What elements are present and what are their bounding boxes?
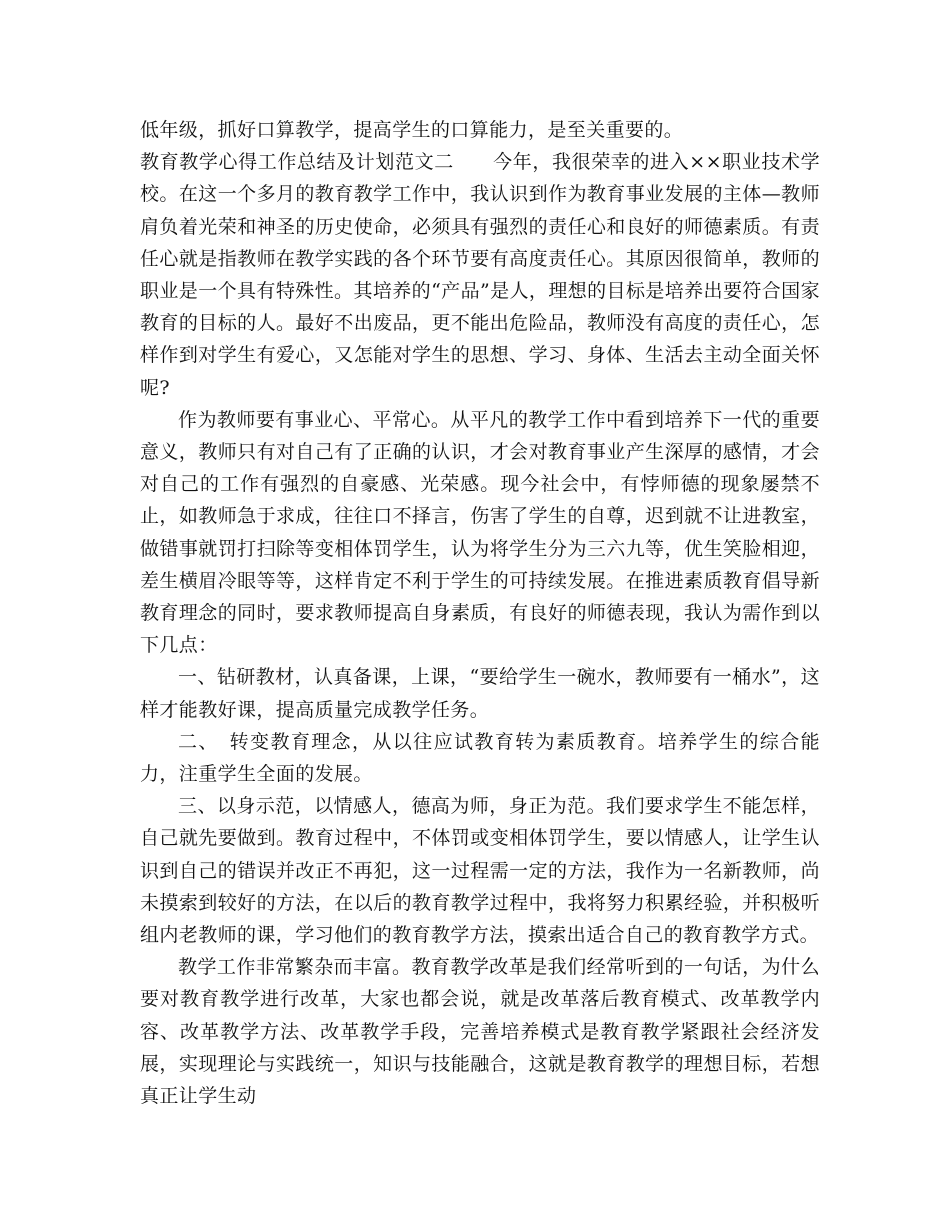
paragraph-3: 作为教师要有事业心、平常心。从平凡的教学工作中看到培养下一代的重要意义，教师只有对自己有了正确的认识，才会对教育事业产生深厚的感情，才会对自己的工作有强烈的自豪感、光荣感。现今社会中，有悖师德的现象屡禁不止，如教师急于求成，往往口不择言，伤害了学生的自尊，迟到就不让进教室，做错事就罚打扫除等变相体罚学生，认为将学生分为三六九等，优生笑脸相迎，差生横眉冷眼等等，这样肯定不利于学生的可持续发展。在推进素质教育倡导新教育理念的同时，要求教师提高自身素质，有良好的师德表现，我认为需作到以下几点：: [140, 408, 820, 657]
paragraph-7: 教学工作非常繁杂而丰富。教育教学改革是我们经常听到的一句话，为什么要对教育教学进行改革，大家也都会说，就是改革落后教育模式、改革教学内容、改革教学方法、改革教学手段，完善培养模式是教育教学紧跟社会经济发展，实现理论与实践统一，知识与技能融合，这就是教育教学的理想目标，若想真正让学生动: [140, 956, 820, 1108]
paragraph-2: 教育教学心得工作总结及计划范文二 今年，我很荣幸的进入××职业技术学校。在这一个多月的教育教学工作中，我认识到作为教育事业发展的主体—教师肩负着光荣和神圣的历史使命，必须具有强烈的责任心和良好的师德素质。有责任心就是指教师在教学实践的各个环节要有高度责任心。其原因很简单，教师的职业是一个具有特殊性。其培养的“产品”是人，理想的目标是培养出要符合国家教育的目标的人。最好不出废品，更不能出危险品，教师没有高度的责任心，怎样作到对学生有爱心，又怎能对学生的思想、学习、身体、生活去主动全面关怀呢?: [140, 151, 820, 399]
paragraph-4: 一、钻研教材，认真备课，上课，“要给学生一碗水，教师要有一桶水”，这样才能教好课，提高质量完成教学任务。: [140, 666, 820, 721]
paragraph-5: 二、 转变教育理念，从以往应试教育转为素质教育。培养学生的综合能力，注重学生全面的发展。: [140, 730, 820, 786]
document-body: [140, 114, 820, 1112]
paragraph-6: 三、以身示范，以情感人，德高为师，身正为范。我们要求学生不能怎样，自己就先要做到。教育过程中，不体罚或变相体罚学生，要以情感人，让学生认识到自己的错误并改正不再犯，这一过程需一定的方法，我作为一名新教师，尚未摸索到较好的方法，在以后的教育教学过程中，我将努力积累经验，并积极听组内老教师的课，学习他们的教育教学方法，摸索出适合自己的教育教学方式。: [140, 795, 820, 947]
paragraph-1: 低年级，抓好口算教学，提高学生的口算能力，是至关重要的。: [140, 119, 684, 141]
